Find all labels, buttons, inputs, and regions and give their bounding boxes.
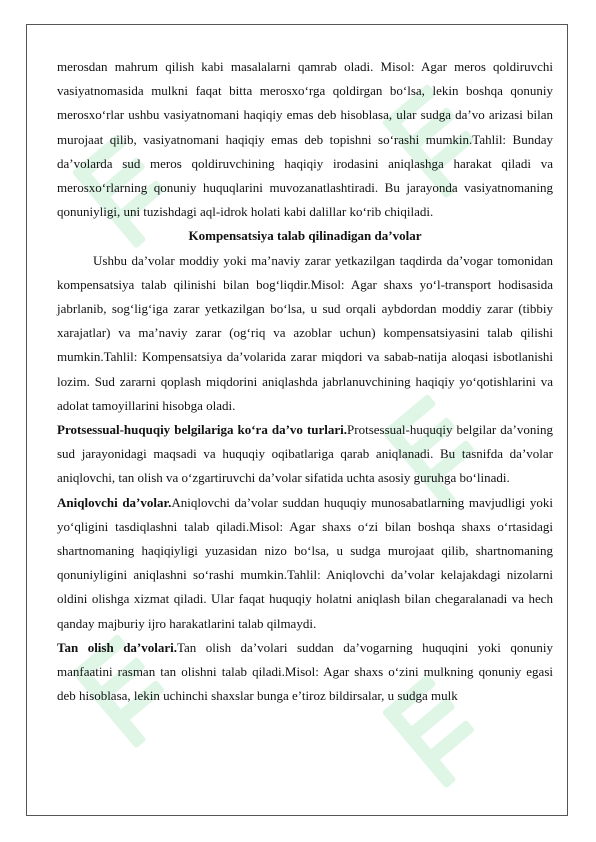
paragraph-title: Tan olish da’volari. (57, 639, 177, 655)
section-heading: Kompensatsiya talab qilinadigan da’volar (188, 228, 422, 244)
paragraph-text: Protsessual-huquqiy belgilar da’voning sud jarayonidagi maqsadi va huquqiy oqibatlariga qarab aniqlanadi. Bu tasnifda da’volar aniqlovchi, tan olish va o‘zgartiruvchi da’volar sifatida uchta asosiy guruhga bo‘linadi. (57, 422, 553, 486)
paragraph-meros: merosdan mahrum qilish kabi masalalarni qamrab oladi. Misol: Agar meros qoldiruvchi vasiyatnomasida mulkni faqat bitta merosxo‘rga qoldirgan bo‘lsa, lekin boshqa qonuniy merosxo‘rlar ushbu vasiyatnomani haqiqiy emas deb hisoblasa, ular sudga da’vo arizasi bilan murojaat qilib, vasiyatnomani haqiqiy emas deb topishni so‘rashi mumkin.Tahlil: Bunday da’volarda sud meros qoldiruvchining haqiqiy irodasini aniqlashga harakat qiladi va merosxo‘rlarning qonuniy huquqlarini muvozanatlashtiradi. Bu jarayonda vasiyatnomaning qonuniyligi, uni tuzishdagi aql-idrok holati kabi dalillar ko‘rib chiqiladi. (57, 59, 553, 220)
paragraph-aniqlovchi (57, 491, 553, 636)
document-body (57, 55, 553, 708)
paragraph-text: Aniqlovchi da’volar suddan huquqiy munosabatlarning mavjudligi yoki yo‘qligini tasdiqlashni talab qiladi.Misol: Agar shaxs o‘zi bilan boshqa shaxs o‘rtasidagi shartnomaning haqiqiyligi yuzasidan nizo bo‘lsa, u sudga murojaat qilib, shartnomaning qonuniyligini aniqlashni so‘rashi mumkin.Tahlil: Aniqlovchi da’volar kelajakdagi nizolarni oldini olishga xizmat qiladi. Ular faqat huquqiy holatni aniqlash bilan chegaralanadi va hech qanday majburiy ijro harakatlarini talab qilmaydi. (57, 494, 553, 631)
paragraph-title: Protsessual-huquqiy belgilariga ko‘ra da’vo turlari. (57, 422, 348, 438)
paragraph-title: Aniqlovchi da’volar. (57, 494, 172, 510)
paragraph-protsessual (57, 418, 553, 491)
paragraph-tan-olish (57, 636, 553, 709)
paragraph-text: Tan olish da’volari suddan da’vogarning huquqini yoki qonuniy manfaatini rasman tan olishni talab qiladi.Misol: Agar shaxs o‘zini mulkning qonuniy egasi deb hisoblasa, lekin uchinchi shaxslar bunga e’tiroz bildirsalar, u sudga mulk (57, 639, 553, 704)
paragraph-kompensatsiya: Ushbu da’volar moddiy yoki ma’naviy zarar yetkazilgan taqdirda da’vogar tomonidan kompensatsiya talab qilinishi bilan bog‘liqdir.Misol: Agar shaxs yo‘l-transport hodisasida jabrlanib, sog‘lig‘iga zarar yetkazilgan bo‘lsa, u sud orqali aybdordan moddiy zarar (tibbiy xarajatlar) va ma’naviy zarar (og‘riq va azoblar uchun) kompensatsiyasini talab qilishi mumkin.Tahlil: Kompensatsiya da’volarida zarar miqdori va sabab-natija aloqasi isbotlanishi lozim. Sud zararni qoplash miqdorini aniqlashda jabrlanuvchining haqiqiy yo‘qotishlarini va adolat tamoyillarini hisobga oladi. (57, 252, 553, 413)
